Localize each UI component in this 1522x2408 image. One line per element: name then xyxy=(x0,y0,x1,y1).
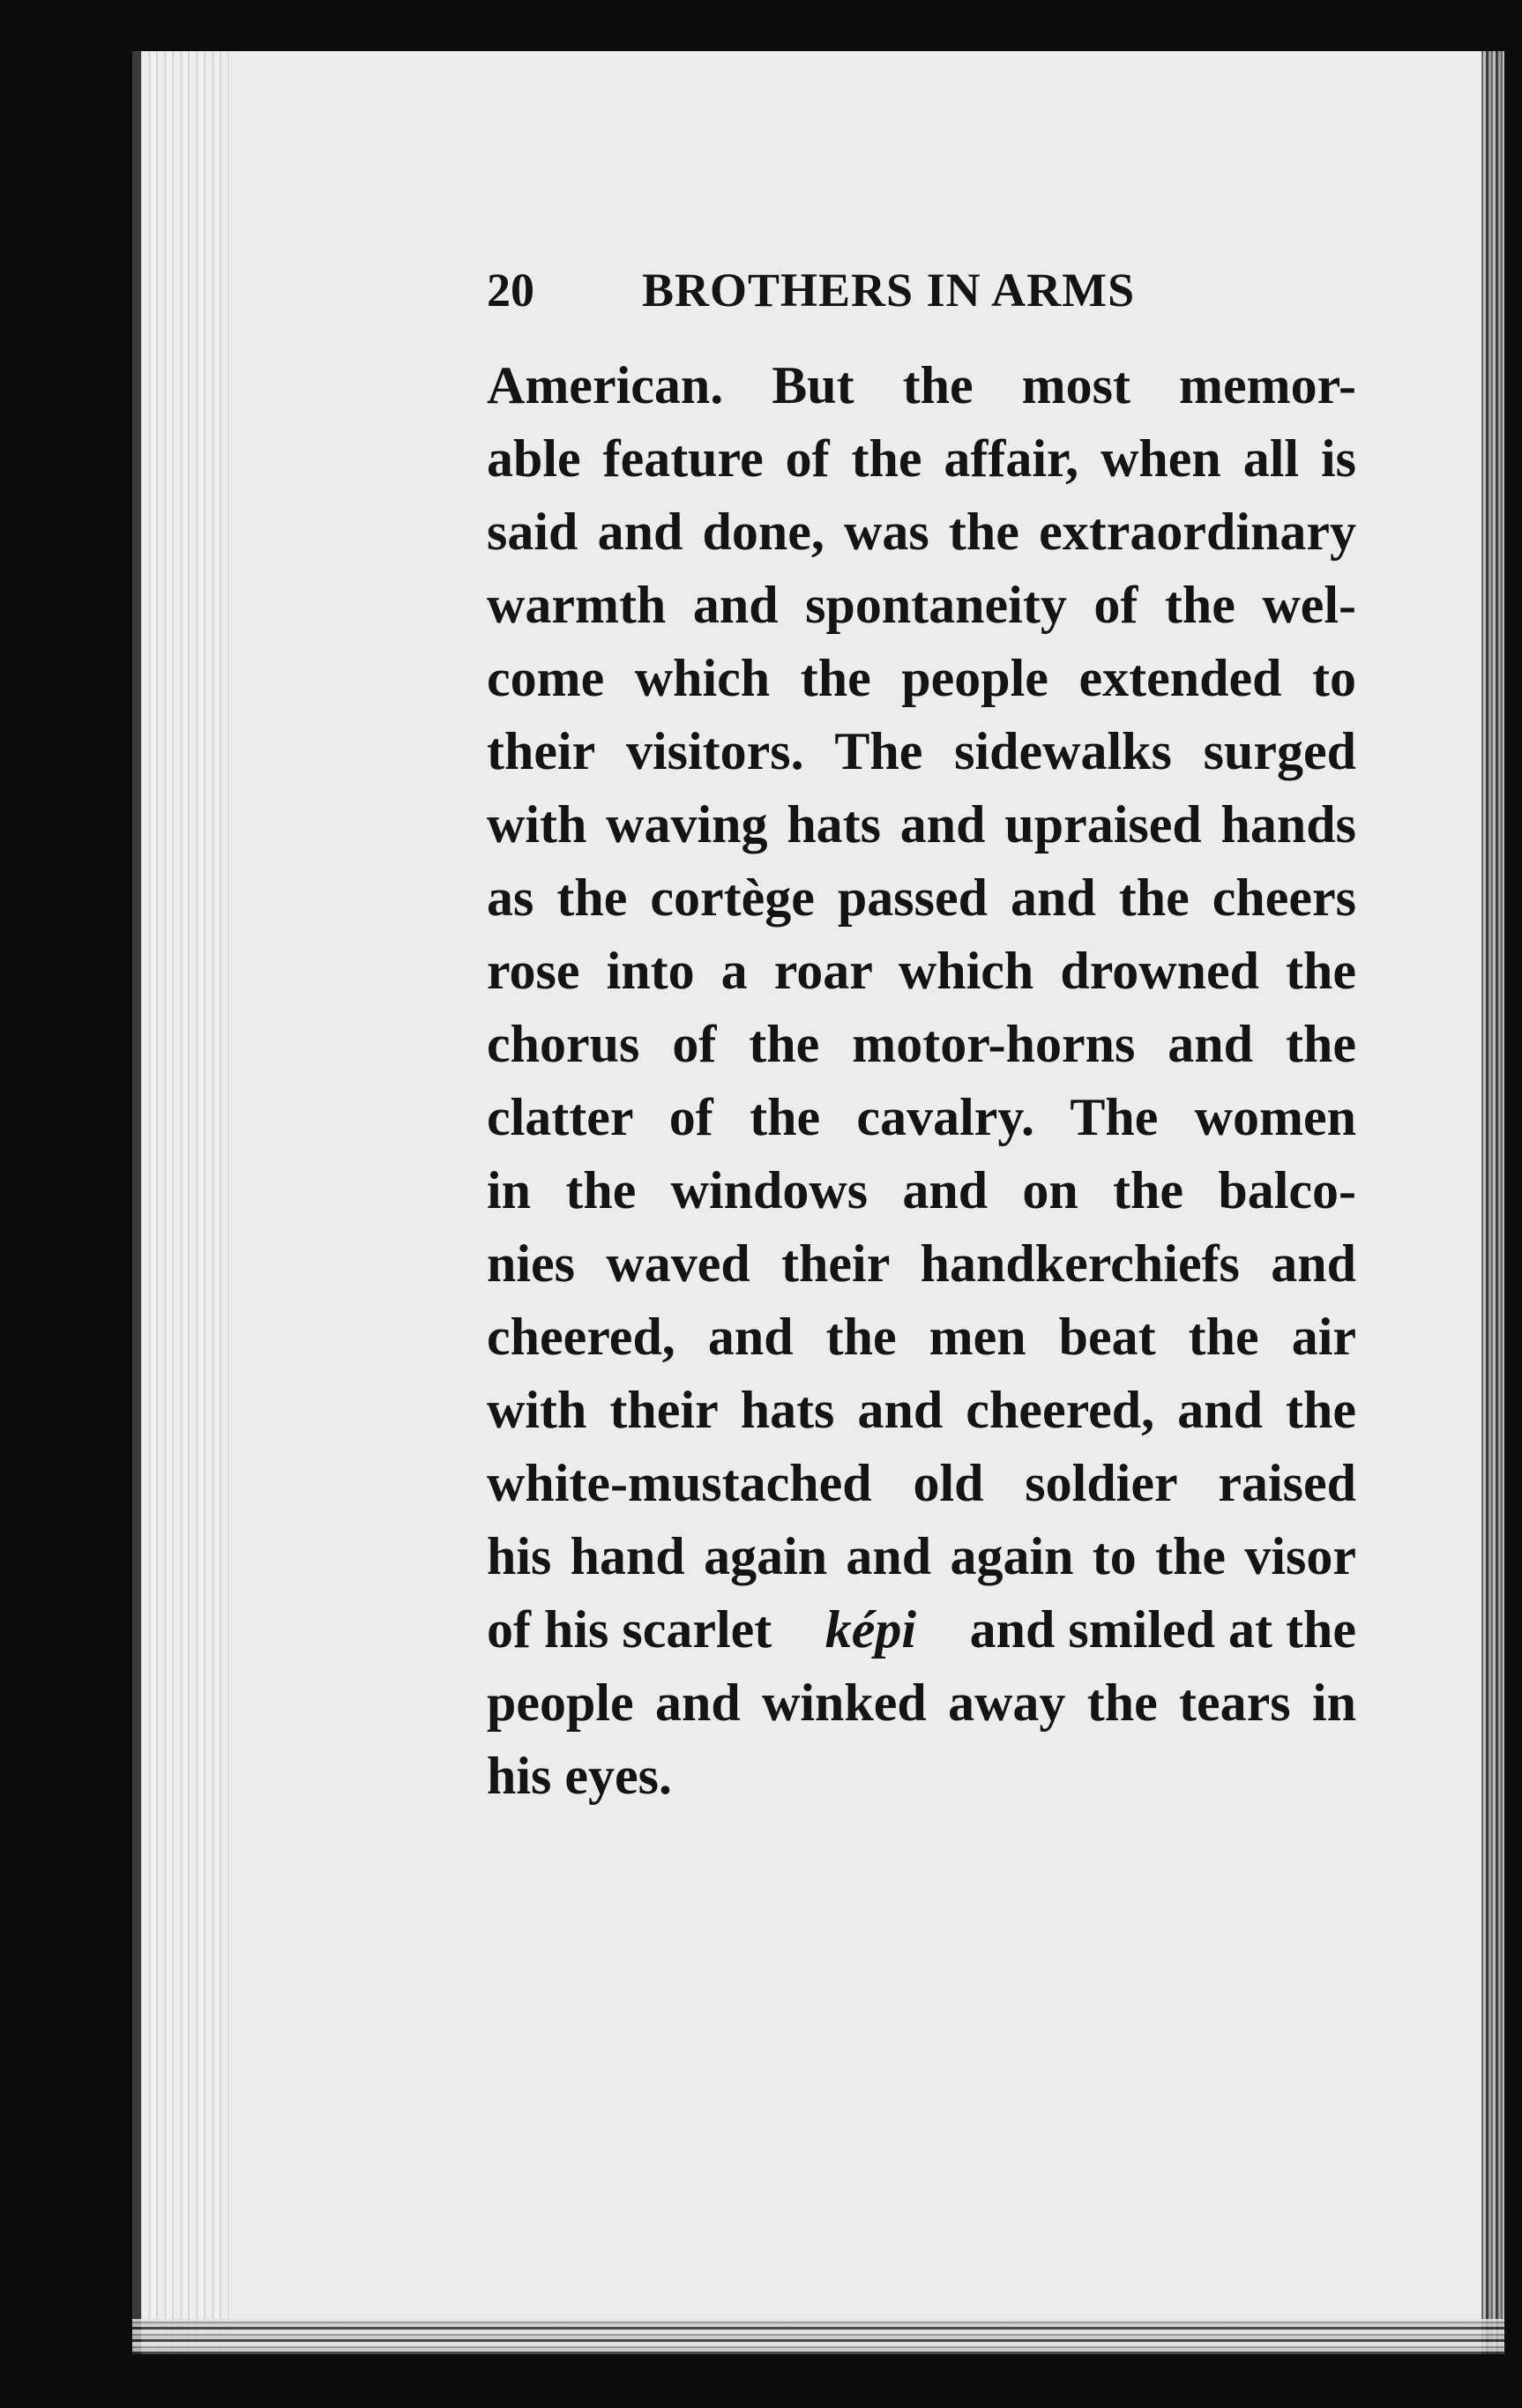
text-line: cheered, and the men beat the air xyxy=(487,1308,1356,1366)
text-line: their visitors. The sidewalks surged xyxy=(487,722,1356,780)
page-bottom-edge xyxy=(132,2319,1504,2354)
text-line: said and done, was the extraordinary xyxy=(487,503,1356,561)
text-segment: of his scarlet xyxy=(487,1600,772,1659)
text-line: people and winked away the tears in xyxy=(487,1674,1356,1732)
text-line: as the cortège passed and the cheers xyxy=(487,869,1356,927)
text-line: American. But the most memor- xyxy=(487,356,1356,414)
page-number: 20 xyxy=(487,264,534,317)
italic-word-kepi: képi xyxy=(824,1600,917,1659)
running-title: BROTHERS IN ARMS xyxy=(642,264,1136,317)
text-line: able feature of the affair, when all is xyxy=(487,429,1356,488)
text-segment: and smiled at the xyxy=(969,1600,1356,1659)
text-line: warmth and spontaneity of the wel- xyxy=(487,576,1356,634)
text-line: come which the people extended to xyxy=(487,649,1356,707)
text-line: his hand again and again to the visor xyxy=(487,1527,1356,1585)
text-line: nies waved their handkerchiefs and xyxy=(487,1234,1356,1293)
text-line: white-mustached old soldier raised xyxy=(487,1454,1356,1512)
text-line: clatter of the cavalry. The women xyxy=(487,1088,1356,1146)
page-right-edge xyxy=(1481,51,1504,2354)
text-line-last: his eyes. xyxy=(487,1747,672,1805)
text-line: rose into a roar which drowned the xyxy=(487,942,1356,1000)
text-line-kepi xyxy=(487,1593,1356,1666)
page-gutter-edge xyxy=(132,51,229,2354)
text-line: with waving hats and upraised hands xyxy=(487,795,1356,854)
text-line: chorus of the motor-horns and the xyxy=(487,1015,1356,1073)
text-line: with their hats and cheered, and the xyxy=(487,1381,1356,1439)
body-text xyxy=(487,349,1356,1813)
running-head xyxy=(487,263,1369,333)
page-gutter-shadow xyxy=(132,51,141,2354)
text-line: in the windows and on the balco- xyxy=(487,1161,1356,1219)
